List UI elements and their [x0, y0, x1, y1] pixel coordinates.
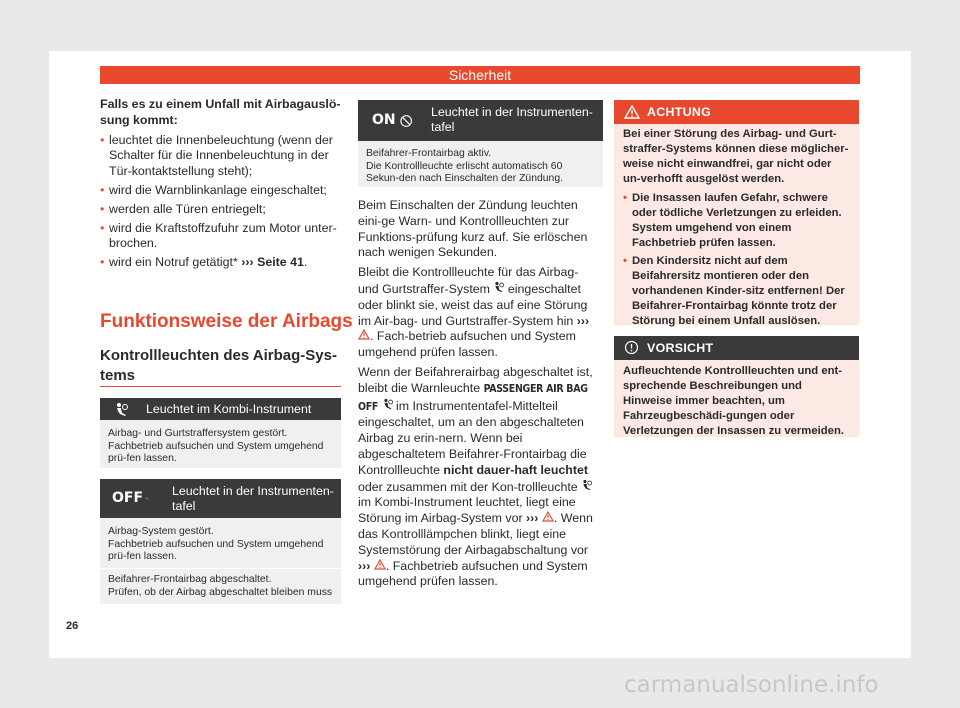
warning-triangle-icon [374, 559, 386, 570]
off-text: OFF [112, 490, 144, 506]
text: Bleibt die Kontrollleuchte für das Airbag- und Gurtstraffer-System [358, 265, 579, 296]
list-item: • Den Kindersitz nicht auf dem Beifahrersitz montieren oder den vorhandenen Kinder-sitz entfernen! Der Beifahrer-Frontairbag könnte trotz der Störung bei einem Unfall auslösen. [623, 254, 850, 329]
description-line: Beifahrer-Frontairbag aktiv. [366, 148, 492, 159]
indicator-description [100, 569, 341, 604]
text: im Kombi-Instrument leuchtet, liegt eine Störung im Airbag-System vor [358, 495, 576, 526]
paragraph [358, 265, 602, 361]
description-line: Fachbetrieb aufsuchen und System umgehend prü-fen lassen. [108, 538, 324, 563]
column-left [100, 97, 342, 274]
indicator-label: Leuchtet in der Instrumenten-tafel [172, 484, 334, 513]
section-header: Sicherheit [100, 66, 860, 84]
text: . Wenn das Kontrolllämpchen blinkt, liegt eine Systemstörung der Airbagabschaltung vor [358, 511, 593, 557]
warning-triangle-icon [624, 100, 640, 127]
punctuation: . [303, 255, 308, 270]
list-item: • Die Insassen laufen Gefahr, schwere oder tödliche Verletzungen zu erleiden. System umgehend von einem Fachbetrieb prüfen lassen. [623, 191, 850, 251]
emphasis-text: nicht dauer-haft leuchtet [443, 462, 588, 477]
notice-title: VORSICHT [647, 341, 714, 355]
info-circle-icon [624, 336, 639, 363]
notice-box-header [614, 336, 859, 360]
page-number: 26 [66, 620, 79, 632]
text: Wenn der Beifahrerairbag abgeschaltet ist, bleibt die Warnleuchte [358, 364, 593, 395]
warning-triangle-icon [542, 511, 554, 522]
warning-box-header [614, 100, 859, 124]
indicator-box-header [100, 479, 341, 518]
airbag-off-icon [112, 479, 148, 518]
passenger-airbag-off-label: PASSENGER AIR BAG OFF [358, 382, 588, 413]
intro-text: Falls es zu einem Unfall mit Airbagauslö-sung kommt: [100, 97, 341, 127]
page-reference-link[interactable]: ››› Seite 41 [241, 255, 304, 270]
airbag-person-icon [493, 281, 504, 293]
airbag-person-icon [581, 479, 592, 491]
description-line: Beifahrer-Frontairbag abgeschaltet. [108, 574, 272, 585]
text: im Instrumententafel-Mittelteil eingeschaltet, um an den abgeschalteten Airbag zu erin-nern. Wenn bei abgeschaltetem Beifahrer-Frontairbag die Kontrollleuchte [358, 398, 587, 477]
description-line: Airbag-System gestört. [108, 526, 214, 537]
text: oder zusammen mit der Kon-trollleuchte [358, 479, 578, 494]
airbag-on-icon [372, 100, 412, 141]
indicator-description: Airbag- und Gurtstraffersystem gestört. Fachbetrieb aufsuchen und System umgehend prü-fen lassen. [100, 420, 341, 468]
list-item: • leuchtet die Innenbeleuchtung (wenn der Schalter für die Innenbeleuchtung in der Tür-kontaktstellung steht); [100, 133, 342, 180]
paragraph [358, 365, 602, 590]
indicator-description [358, 141, 603, 187]
column-middle [358, 198, 602, 594]
paragraph: Beim Einschalten der Zündung leuchten eini-ge Warn- und Kontrollleuchten zur Funktions-prüfung kurz auf. Sie erlöschen nach wenigen Sekunden. [358, 198, 588, 260]
text: eingeschaltet oder blinkt sie, weist das auf eine Störung im Air-bag- und Gurtstraffer-System hin [358, 281, 588, 328]
notice-box-body: Aufleuchtende Kontrollleuchten und ent-sprechende Beschreibungen und Hinweise immer beachten, um Fahrzeugbeschädi-gungen oder Verletzungen der Insassen zu vermeiden. [614, 360, 859, 437]
watermark: carmanualsonline.info [624, 672, 879, 698]
warning-triangle-icon [358, 329, 370, 340]
airbag-person-icon [112, 398, 130, 420]
list-item: • wird die Kraftstoffzufuhr zum Motor unter-brochen. [100, 221, 342, 253]
list-item: • werden alle Türen entriegelt; [100, 202, 342, 218]
indicator-label: Leuchtet in der Instrumenten-tafel [431, 105, 593, 134]
indicator-box-header [100, 398, 341, 420]
text: . Fach-betrieb aufsuchen und System umgehend prüfen lassen. [358, 329, 576, 360]
list-item: • wird die Warnblinkanlage eingeschaltet; [100, 183, 342, 199]
reference-arrows[interactable]: ››› [358, 558, 371, 573]
list-item [100, 255, 342, 271]
description-line: Die Kontrollleuchte erlischt automatisch 60 Sekun-den nach Einschalten der Zündung. [366, 160, 563, 185]
warning-title: ACHTUNG [647, 105, 712, 119]
reference-arrows[interactable]: ››› [526, 511, 539, 526]
warning-text: Bei einer Störung des Airbag- und Gurt-straffer-Systems können diese möglicher-weise nicht einwandfrei, gar nicht oder un-verhofft ausgelöst werden. [623, 128, 849, 185]
section-title: Funktionsweise der Airbags [100, 311, 353, 332]
indicator-description [100, 518, 341, 568]
description-line: Prüfen, ob der Airbag abgeschaltet bleiben muss [108, 586, 333, 598]
text: . Fachbetrieb aufsuchen und System umgehend prüfen lassen. [358, 558, 588, 589]
list-item-text: wird ein Notruf getätigt* [109, 255, 238, 270]
reference-arrows[interactable]: ››› [576, 313, 590, 328]
subsection-title: Kontrollleuchten des Airbag-Sys-tems [100, 347, 337, 384]
warning-box-body [614, 124, 859, 325]
divider [100, 386, 341, 387]
indicator-label: Leuchtet im Kombi-Instrument [146, 402, 312, 416]
indicator-box-header [358, 100, 603, 141]
airbag-person-icon [382, 398, 393, 410]
on-text: ON [372, 112, 396, 128]
